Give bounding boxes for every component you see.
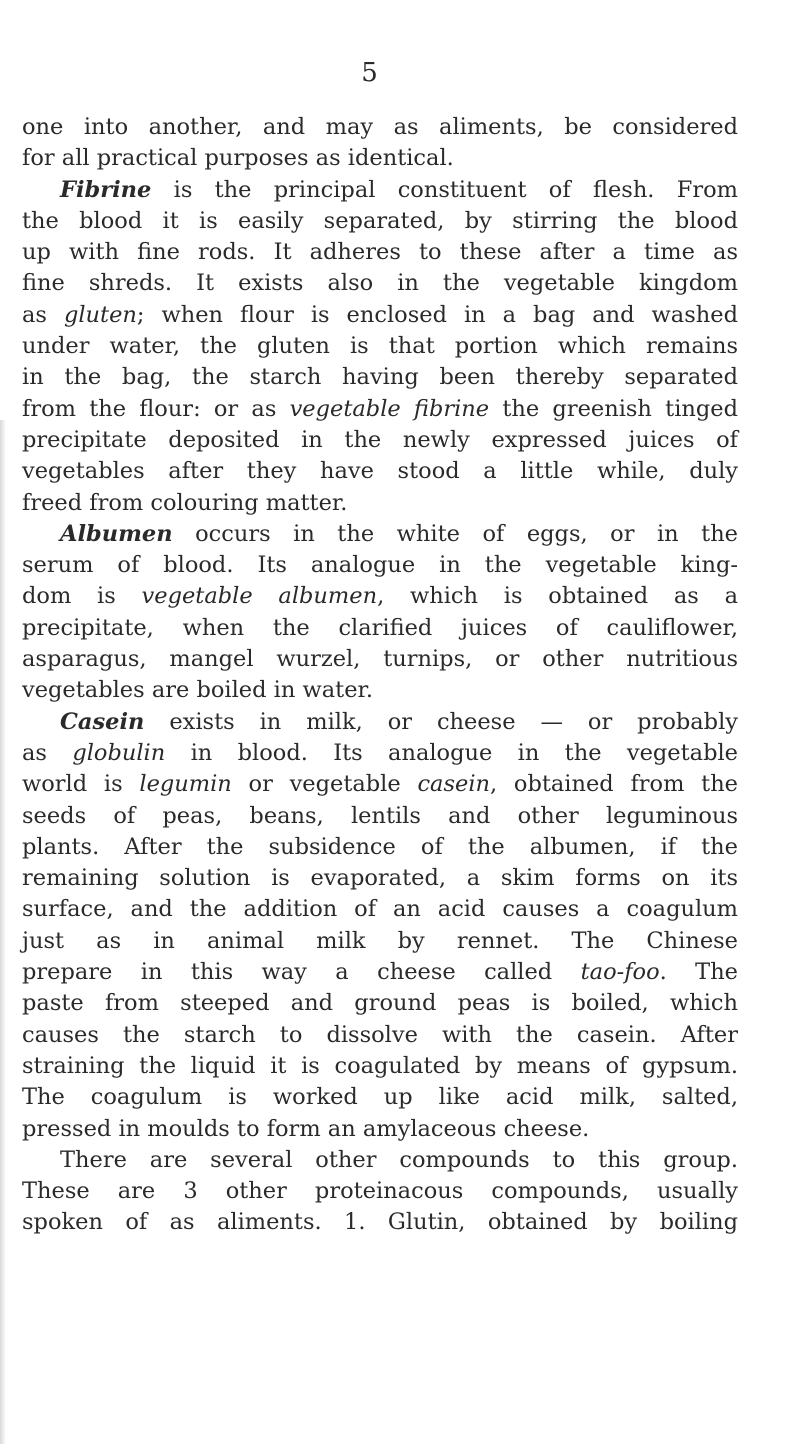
text-run: spoken of as aliments. 1. Glutin, obtained by boiling [22, 1209, 738, 1236]
text-run: causes the starch to dissolve with the casein. After [22, 1021, 738, 1048]
text-run: occurs in the white of eggs, or in the [172, 520, 738, 547]
text-line [22, 644, 738, 675]
text-line [22, 738, 738, 769]
paragraph [22, 707, 738, 1145]
text-line [22, 957, 738, 988]
text-line [22, 894, 738, 925]
italic-term: vegetable fibrine [289, 395, 490, 422]
text-run: the greenish tinged [489, 395, 739, 422]
text-run: , which is obtained as a [377, 583, 738, 610]
text-line [22, 143, 738, 174]
text-run: . The [659, 959, 739, 986]
text-run: precipitate deposited in the newly expressed juices of [22, 426, 738, 453]
paragraph [22, 112, 738, 175]
text-line [22, 613, 738, 644]
page-gutter-shadow [0, 420, 6, 1444]
text-line [22, 206, 738, 237]
text-run: , obtained from the [490, 771, 738, 798]
text-line [22, 1145, 738, 1176]
text-run: under water, the gluten is that portion which remains [22, 333, 738, 360]
text-line [22, 268, 738, 299]
text-run: The coagulum is worked up like acid milk, salted, [22, 1084, 738, 1111]
text-run: from the flour: or as [22, 395, 290, 422]
defined-term: Albumen [60, 520, 173, 547]
text-run: in the bag, the starch having been thereby separated [22, 364, 738, 391]
paragraph [22, 519, 738, 707]
text-line [22, 801, 738, 832]
text-run: asparagus, mangel wurzel, turnips, or other nutritious [22, 646, 738, 673]
text-line [22, 425, 738, 456]
paragraph [22, 175, 738, 519]
defined-term: Fibrine [60, 176, 152, 203]
text-run: for all practical purposes as identical. [22, 145, 454, 172]
defined-term: Casein [60, 708, 145, 735]
paragraph [22, 1145, 738, 1239]
italic-term: legumin [139, 771, 232, 798]
text-line [22, 581, 738, 612]
text-line [22, 112, 738, 143]
text-run: in blood. Its analogue in the vegetable [165, 739, 738, 766]
italic-term: vegetable albumen [141, 583, 378, 610]
italic-term: globulin [72, 739, 166, 766]
text-run: is the principal constituent of flesh. From [151, 176, 738, 203]
text-line [22, 675, 738, 706]
italic-term: tao-foo [580, 959, 660, 986]
text-run: freed from colouring matter. [22, 489, 348, 516]
text-line [22, 1176, 738, 1207]
text-run: straining the liquid it is coagulated by means of gypsum. [22, 1052, 738, 1079]
text-line [22, 832, 738, 863]
text-run: dom is [22, 583, 142, 610]
page-number: 5 [361, 58, 379, 88]
text-line [22, 1082, 738, 1113]
text-run: as [22, 739, 73, 766]
text-run: paste from steeped and ground peas is boiled, which [22, 990, 738, 1017]
text-run: world is [22, 771, 140, 798]
text-line [22, 863, 738, 894]
body-text [22, 112, 738, 1239]
text-run: seeds of peas, beans, lentils and other leguminous [22, 802, 738, 829]
text-line [22, 926, 738, 957]
text-run: vegetables after they have stood a little while, duly [22, 458, 738, 485]
text-line [22, 362, 738, 393]
text-line [22, 456, 738, 487]
text-run: just as in animal milk by rennet. The Chinese [22, 927, 738, 954]
text-line [22, 988, 738, 1019]
text-run: vegetables are boiled in water. [22, 677, 373, 704]
text-line [22, 488, 738, 519]
text-run: precipitate, when the clarified juices of cauliflower, [22, 614, 738, 641]
text-line [22, 550, 738, 581]
text-run: fine shreds. It exists also in the vegetable kingdom [22, 270, 738, 297]
italic-term: casein [417, 771, 491, 798]
text-run: plants. After the subsidence of the albumen, if the [22, 833, 738, 860]
text-run: as [22, 301, 64, 328]
text-line [22, 331, 738, 362]
text-run: up with fine rods. It adheres to these after a time as [22, 239, 738, 266]
text-line [22, 707, 738, 738]
text-line [22, 175, 738, 206]
italic-term: gluten [63, 301, 137, 328]
text-run: serum of blood. Its analogue in the vegetable king- [22, 552, 738, 579]
text-run: one into another, and may as aliments, be considered [22, 114, 738, 140]
text-line [22, 519, 738, 550]
text-run: These are 3 other proteinacous compounds, usually [22, 1178, 738, 1205]
text-run: the blood it is easily separated, by stirring the blood [22, 207, 738, 234]
text-run: exists in milk, or cheese — or probably [144, 708, 738, 735]
text-run: surface, and the addition of an acid causes a coagulum [22, 896, 738, 923]
text-line [22, 1051, 738, 1082]
text-line [22, 300, 738, 331]
text-run: There are several other compounds to this group. [60, 1146, 738, 1173]
text-run: or vegetable [231, 771, 418, 798]
text-run: ; when flour is enclosed in a bag and washed [136, 301, 738, 328]
text-line [22, 769, 738, 800]
text-run: prepare in this way a cheese called [22, 959, 581, 986]
text-line [22, 1207, 738, 1238]
text-run: pressed in moulds to form an amylaceous cheese. [22, 1115, 590, 1142]
text-line [22, 1020, 738, 1051]
text-line [22, 1114, 738, 1145]
text-line [22, 237, 738, 268]
text-line [22, 394, 738, 425]
text-run: remaining solution is evaporated, a skim forms on its [22, 865, 738, 892]
